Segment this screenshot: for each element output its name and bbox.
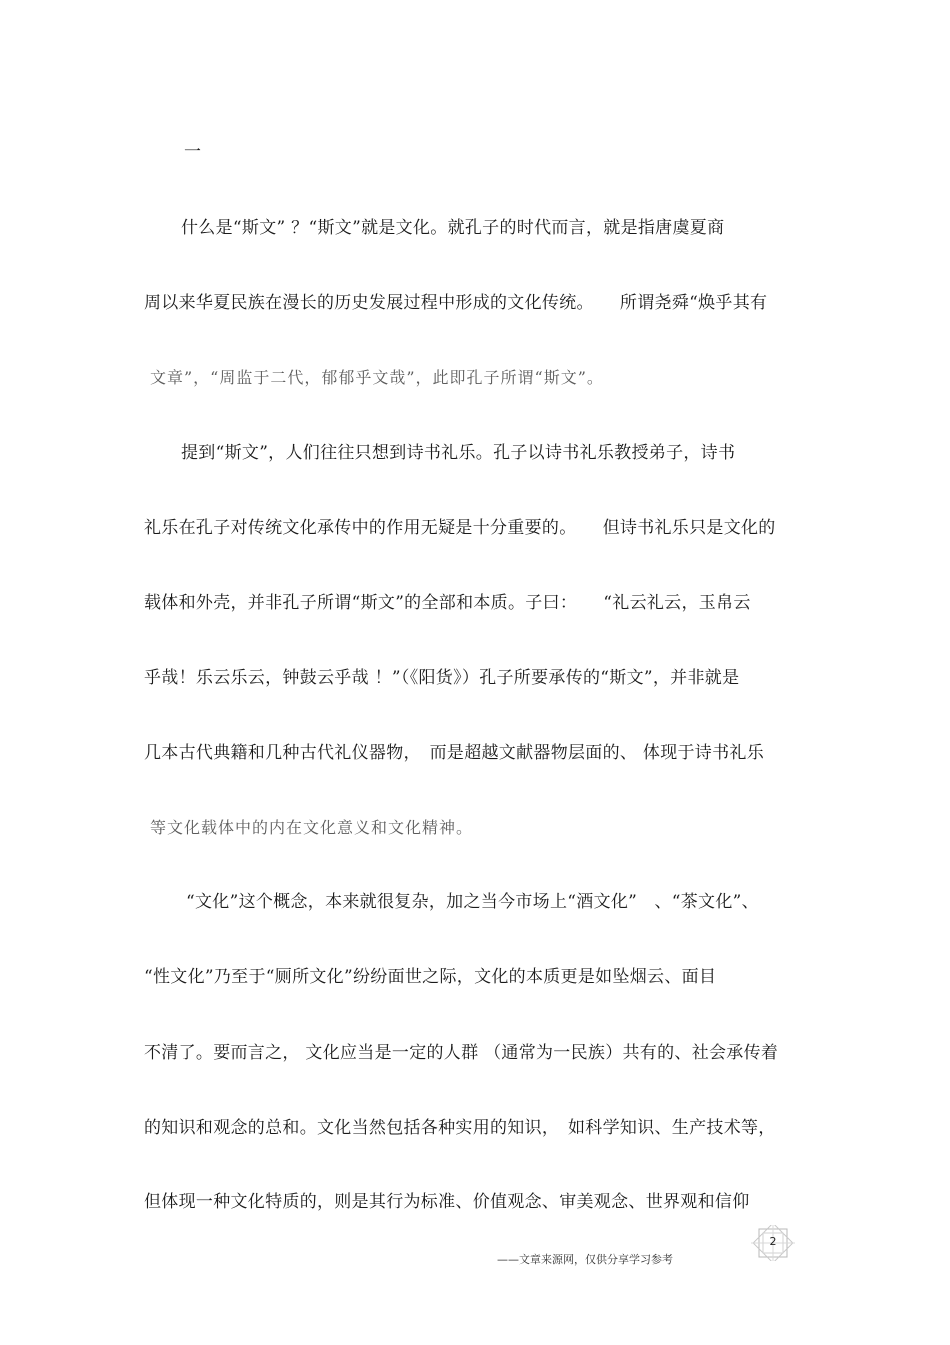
- page-number-badge: [751, 1225, 795, 1261]
- paragraph-line: 但体现一种文化特质的，则是其行为标准、价值观念、审美观念、世界观和信仰: [144, 1192, 750, 1212]
- paragraph-line: 几本古代典籍和几种古代礼仪器物， 而是超越文献器物层面的、 体现于诗书礼乐: [144, 743, 765, 763]
- paragraph-line: 礼乐在孔子对传统文化承传中的作用无疑是十分重要的。 但诗书礼乐只是文化的: [144, 518, 776, 538]
- paragraph-line: 周以来华夏民族在漫长的历史发展过程中形成的文化传统。 所谓尧舜“焕乎其有: [144, 293, 768, 313]
- paragraph-line: 什么是“斯文” ？“斯文”就是文化。就孔子的时代而言，就是指唐虞夏商: [181, 218, 725, 238]
- section-number: 一: [184, 142, 202, 162]
- paragraph-line: “文化”这个概念，本来就很复杂，加之当今市场上“酒文化” 、“茶文化”、: [186, 892, 759, 912]
- paragraph-line: 乎哉！乐云乐云，钟鼓云乎哉 ！”（《阳货》）孔子所要承传的“斯文”，并非就是: [144, 668, 740, 688]
- paragraph-line: 文章”，“周监于二代，郁郁乎文哉”，此即孔子所谓“斯文”。: [150, 368, 604, 387]
- paragraph-line: 提到“斯文”，人们往往只想到诗书礼乐。孔子以诗书礼乐教授弟子，诗书: [181, 443, 736, 463]
- paragraph-line: 的知识和观念的总和。文化当然包括各种实用的知识， 如科学知识、生产技术等，: [144, 1118, 776, 1138]
- paragraph-line: 载体和外壳，并非孔子所谓“斯文”的全部和本质。子曰： “礼云礼云，玉帛云: [144, 593, 751, 613]
- paragraph-line: 不清了。要而言之， 文化应当是一定的人群 （通常为一民族）共有的、社会承传着: [144, 1043, 779, 1063]
- page-number: 2: [769, 1235, 777, 1248]
- source-note: ——文章来源网，仅供分享学习参考: [497, 1253, 673, 1266]
- paragraph-line: “性文化”乃至于“厕所文化”纷纷面世之际，文化的本质更是如坠烟云、面目: [144, 967, 717, 987]
- paragraph-line: 等文化载体中的内在文化意义和文化精神。: [150, 818, 474, 837]
